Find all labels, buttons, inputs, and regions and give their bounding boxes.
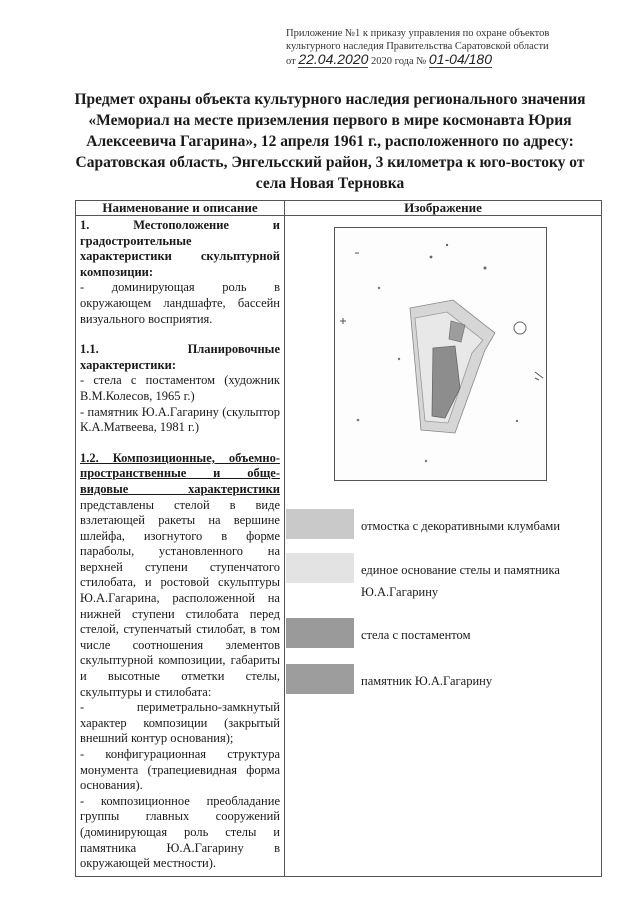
order-number: 01-04/180	[428, 51, 492, 67]
legend-row-3	[285, 618, 603, 658]
speck	[398, 358, 400, 360]
section-1-2-item-2: - конфигурационная структура монумента (трапециевидная форма основания).	[80, 747, 280, 793]
legend-swatch-base	[286, 553, 354, 583]
section-1-1-heading: 1.1. Планировочные характеристики:	[80, 342, 280, 372]
appendix-date-line	[286, 53, 586, 69]
section-1-2-text: представлены стелой в виде взлетающей ракеты на вершине шлейфа, изогнутого в форме параболы, установленного на верхней ступени ступенчатого стилобата, и ростовой скульптуры Ю.А.Гагарина, расположенной на нижней ступени стилобата перед стелой, ступенчатый стилобат, в том числе соотношения элементов скульптурной композиции, габариты и высотные отметки стелы, скульптуры и стилобата:	[80, 497, 280, 699]
site-plan-drawing	[334, 227, 547, 481]
plan-edge-line	[535, 372, 543, 378]
speck	[425, 460, 427, 462]
column-header-name: Наименование и описание	[76, 201, 285, 216]
speck	[446, 244, 448, 246]
document-title: Предмет охраны объекта культурного наследия регионального значения «Мемориал на месте приземления первого в мире космонавта Юрия Алексеевича Гагарина», 12 апреля 1961 г., расположенного по адресу: Саратовская область, Энгельсский район, 3 километра к юго-востоку от села Новая Терновка	[74, 91, 586, 192]
legend-swatch-paving	[286, 509, 354, 539]
plan-circle-marker	[514, 322, 526, 334]
section-1-2-heading: 1.2. Композиционные, объемно-пространственные и обще-видовые характеристики	[80, 450, 280, 496]
legend-row-2	[285, 553, 603, 609]
speck	[516, 420, 518, 422]
legend-label-1: отмостка с декоративными клумбами	[361, 519, 561, 533]
speck	[484, 267, 487, 270]
description-cell	[76, 216, 285, 877]
legend-row-4	[285, 664, 603, 704]
order-date: 22.04.2020	[298, 51, 369, 67]
section-1-1-item-2: - памятник Ю.А.Гагарину (скульптор К.А.Матвеева, 1981 г.)	[80, 404, 280, 435]
column-header-image: Изображение	[285, 201, 602, 216]
speck	[357, 419, 360, 422]
appendix-header	[286, 28, 586, 69]
section-1-2-paragraph	[80, 451, 280, 701]
speck	[378, 287, 380, 289]
site-plan-svg	[335, 228, 546, 480]
section-1-heading: 1. Местоположение и градостроительные характеристики скульптурной композиции:	[80, 218, 280, 279]
appendix-line-1: Приложение №1 к приказу управления по охране объектов	[286, 28, 550, 39]
legend-label-3: стела с постаментом	[361, 628, 471, 642]
from-prefix: от	[286, 56, 296, 67]
legend-row-1	[285, 509, 603, 549]
section-1-2-item-1: - периметрально-замкнутый характер композиции (закрытый внешний контур основания);	[80, 700, 280, 746]
speck	[430, 256, 433, 259]
legend-swatch-monument	[286, 664, 354, 694]
legend-swatch-stele	[286, 618, 354, 648]
section-1-1-item-1: - стела с постаментом (художник В.М.Колесов, 1965 г.)	[80, 373, 280, 403]
section-1-2-item-3: - композиционное преобладание группы главных сооружений (доминирующая роль стелы и памятника Ю.А.Гагарину в окружающей местности).	[80, 793, 280, 871]
legend-label-2: единое основание стелы и памятника Ю.А.Гагарину	[361, 563, 560, 599]
year-text: 2020 года №	[371, 56, 427, 67]
section-1-text: - доминирующая роль в окружающем ландшафте, бассейн визуального восприятия.	[80, 280, 280, 326]
appendix-line-2: культурного наследия Правительства Саратовской области	[286, 40, 549, 52]
image-cell	[285, 216, 602, 877]
legend-label-4: памятник Ю.А.Гагарину	[361, 674, 493, 688]
protection-subject-table	[75, 200, 602, 877]
